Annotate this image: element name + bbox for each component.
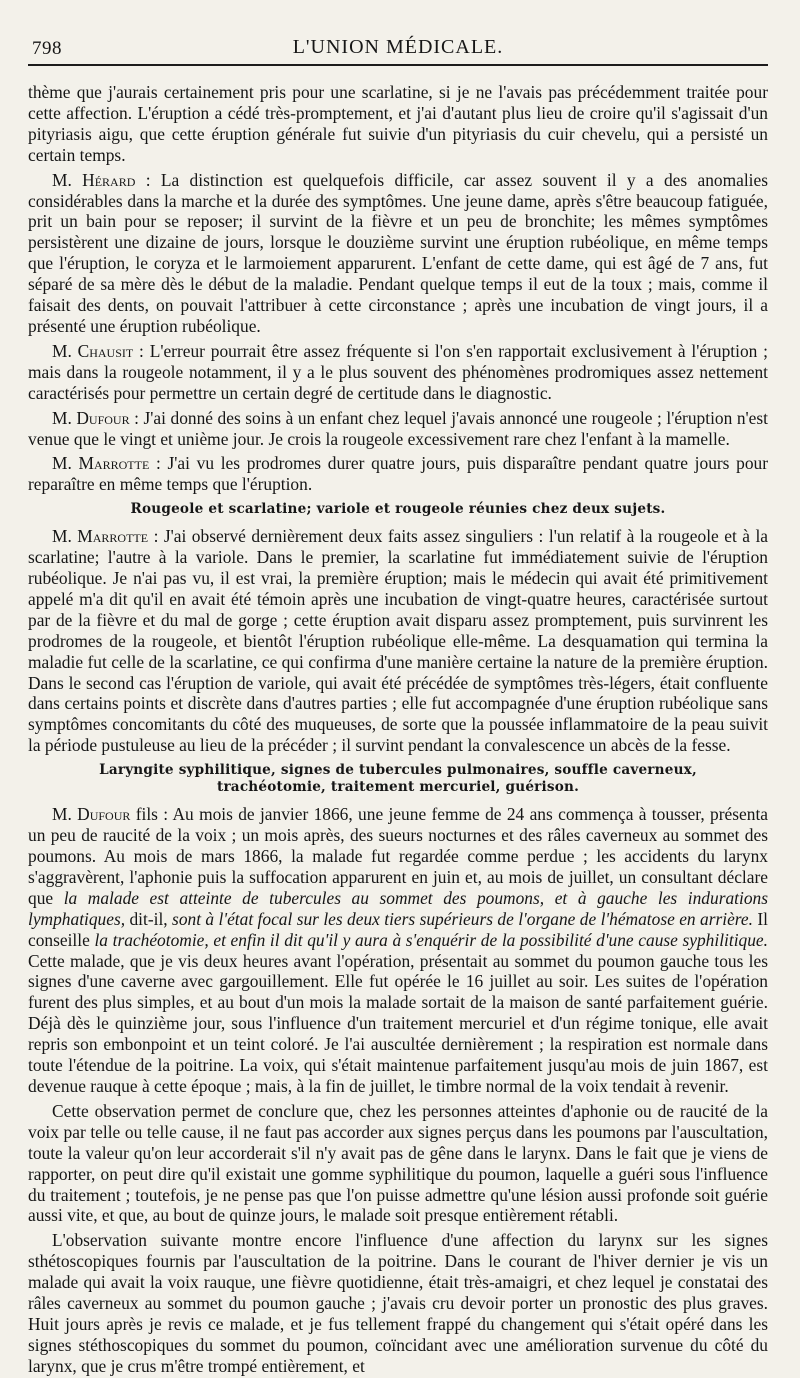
paragraph-marrotte: [28, 453, 768, 495]
speaker-name: M. Marrotte: [52, 453, 150, 474]
speaker-name: M. Marrotte: [52, 526, 149, 547]
paragraph-text: : J'ai vu les prodromes durer quatre jours, puis disparaître pendant quatre jours pour reparaître en même temps que l'éruption.: [28, 453, 768, 495]
article-body: [28, 82, 768, 1377]
paragraph-text: : J'ai donné des soins à un enfant chez lequel j'avais annoncé une rougeole ; l'éruption n'est venue que le vingt et unième jour. Je crois la rougeole excessivement rare chez l'enfant à la mamelle.: [28, 407, 768, 449]
speaker-name: M. Chausit: [52, 340, 134, 361]
paragraph-text: dit-il,: [125, 908, 173, 929]
paragraph-conclusion: Cette observation permet de conclure que, chez les personnes atteintes d'aphonie ou de raucité de la voix par telle ou telle cause, il ne faut pas accorder aux signes perçus dans les poumons par l'auscultation, toute la valeur qu'on leur accorderait s'il n'y avait pas de gêne dans le larynx. Dans le fait que je viens de rapporter, on peut dire qu'il existait une gomme syphilitique du poumon, laquelle a guéri sous l'influence du traitement ; toutefois, je ne pense pas que l'on puisse admettre qu'une lésion aussi profonde soit guérie aussi vite, et que, au bout de quinze jours, le malade soit presque entièrement rétabli.: [28, 1100, 768, 1226]
paragraph-dufour: [28, 408, 768, 450]
running-title: L'UNION MÉDICALE.: [292, 36, 504, 58]
paragraph-chausit: [28, 341, 768, 404]
paragraph-dufour-case: [28, 804, 768, 1097]
speaker-name: M. Dufour: [52, 407, 130, 428]
paragraph-continuation: thème que j'aurais certainement pris pour une scarlatine, si je ne l'avais pas précédemment traitée pour cette affection. L'éruption a cédé très-promptement, et j'ai d'autant plus lieu de croire qu'il s'agissait d'un pityriasis aigu, que cette éruption générale fut suivie d'un pityriasis du cuir chevelu, qui a persisté un certain temps.: [28, 82, 768, 165]
paragraph-text: : L'erreur pourrait être assez fréquente si l'on s'en rapportait exclusivement à l'éruption ; mais dans la rougeole notamment, il y a le plus souvent des phénomènes prodromiques assez nettement caractérisés pour permettre un certain degré de certitude dans le diagnostic.: [28, 340, 768, 403]
page-header: [28, 30, 768, 66]
italic-quote: sont à l'état focal sur les deux tiers supérieurs de l'organe de l'hématose en arrière.: [172, 908, 753, 929]
section-heading: [38, 762, 758, 796]
italic-quote: la trachéotomie, et enfin il dit qu'il y aura à s'enquérir de la possibilité d'une cause syphilitique.: [94, 929, 768, 950]
speaker-name: M. Dufour: [52, 804, 131, 825]
paragraph-text: fils : Au mois de janvier 1866, une jeune femme de 24 ans commença à tousser, présenta un peu de raucité de la voix ; un mois après, des sueurs nocturnes et des râles caverneux au sommet des poumons. Au mois de mars 1866, la malade fut regardée comme perdue ; les accidents du larynx s'aggravèrent, l'aphonie puis la suffocation apparurent en juin et, au mois de juillet, un consultant déclare que: [28, 804, 768, 908]
paragraph-text: Cette malade, que je vis deux heures avant l'opération, présentait au sommet du poumon gauche tous les signes d'une caverne avec gargouillement. Elle fut opérée le 16 juillet au soir. Les suites de l'opération furent des plus simples, et au bout d'un mois la malade sortait de la maison de santé parfaitement guérie. Déjà dès le quinzième jour, sous l'influence d'un traitement mercuriel et d'un régime tonique, elle avait repris son embonpoint et un teint coloré. Je l'ai auscultée dernièrement ; la respiration est normale dans toute l'étendue de la poitrine. La voix, qui s'était maintenue parfaitement jusqu'au mois de juin 1867, est devenue rauque à cette époque ; mais, à la fin de juillet, le timbre normal de la voix tendait à revenir.: [28, 950, 768, 1096]
paragraph-text: : La distinction est quelquefois difficile, car assez souvent il y a des anomalies considérables dans la marche et la durée des symptômes. Une jeune dame, après s'être beaucoup fatiguée, prit un bain pour se reposer; il survint de la fièvre et un peu de bronchite; les mêmes symptômes persistèrent une dizaine de jours, lorsque le douzième survint une éruption rubéolique, en même temps que l'éruption, le coryza et le larmoiement apparurent. L'enfant de cette dame, qui est âgé de 7 ans, fut séparé de sa mère dès le début de la maladie. Pendant quelque temps il eut de la toux ; mais, comme il faisait des dents, on pouvait l'attribuer à cette circonstance ; après une incubation de vingt jours, il a présenté une éruption rubéolique.: [28, 169, 768, 336]
italic-quote: la malade est atteinte de tubercules au sommet des poumons, et à gauche les indurations lymphatiques,: [28, 887, 768, 929]
section-heading-line: trachéotomie, traitement mercuriel, guérison.: [216, 779, 580, 796]
paragraph-marrotte-observation: [28, 526, 768, 756]
paragraph-observation: L'observation suivante montre encore l'influence d'une affection du larynx sur les signes sthétoscopiques fournis par l'auscultation de la poitrine. Dans le courant de l'hiver dernier je vis un malade qui avait la voix rauque, une fièvre quotidienne, était très-amaigri, et chez lequel je constatai des râles caverneux au sommet du poumon gauche ; j'avais cru devoir porter un pronostic des plus graves. Huit jours après je revis ce malade, et je fus tellement frappé du changement qui s'était opéré dans les signes stéthoscopiques du sommet du poumon, coïncidant avec une amélioration survenue du côté du larynx, que je crus m'être trompé entièrement, et: [28, 1230, 768, 1376]
paragraph-text: Il conseille: [28, 908, 769, 950]
speaker-name: M. Hérard: [52, 169, 136, 190]
page-number: 798: [32, 38, 62, 59]
section-heading: Rougeole et scarlatine; variole et rougeole réunies chez deux sujets.: [130, 501, 666, 518]
paragraph-herard: [28, 170, 768, 337]
section-heading-line: Laryngite syphilitique, signes de tubercules pulmonaires, souffle caverneux,: [99, 762, 697, 779]
paragraph-text: : J'ai observé dernièrement deux faits assez singuliers : l'un relatif à la rougeole et à la scarlatine; l'autre à la variole. Dans le premier, la scarlatine fut immédiatement suivie de l'éruption rubéolique. Je n'ai pas vu, il est vrai, la première éruption; mais le médecin qui avait été primitivement appelé m'a dit qu'il en avait été témoin après une incubation de vingt-quatre heures, caractérisée surtout par de la fièvre et du mal de gorge ; cette éruption avait disparu assez promptement, puis survinrent les prodromes de la rougeole, et bientôt l'éruption rubéolique elle-même. La desquamation qui termina la maladie fut celle de la scarlatine, ce qui confirma d'une manière certaine la nature de la première éruption. Dans le second cas l'éruption de variole, qui avait été précédée de symptômes très-légers, était confluente dans certains points et discrète dans d'autres parties ; elle fut accompagnée d'une éruption rubéolique sans symptômes concomitants du côté des muqueuses, de sorte que la poussée inflammatoire de la peau suivit la période pustuleuse au lieu de la précéder ; il survint pendant la convalescence un abcès de la fesse.: [28, 526, 768, 756]
